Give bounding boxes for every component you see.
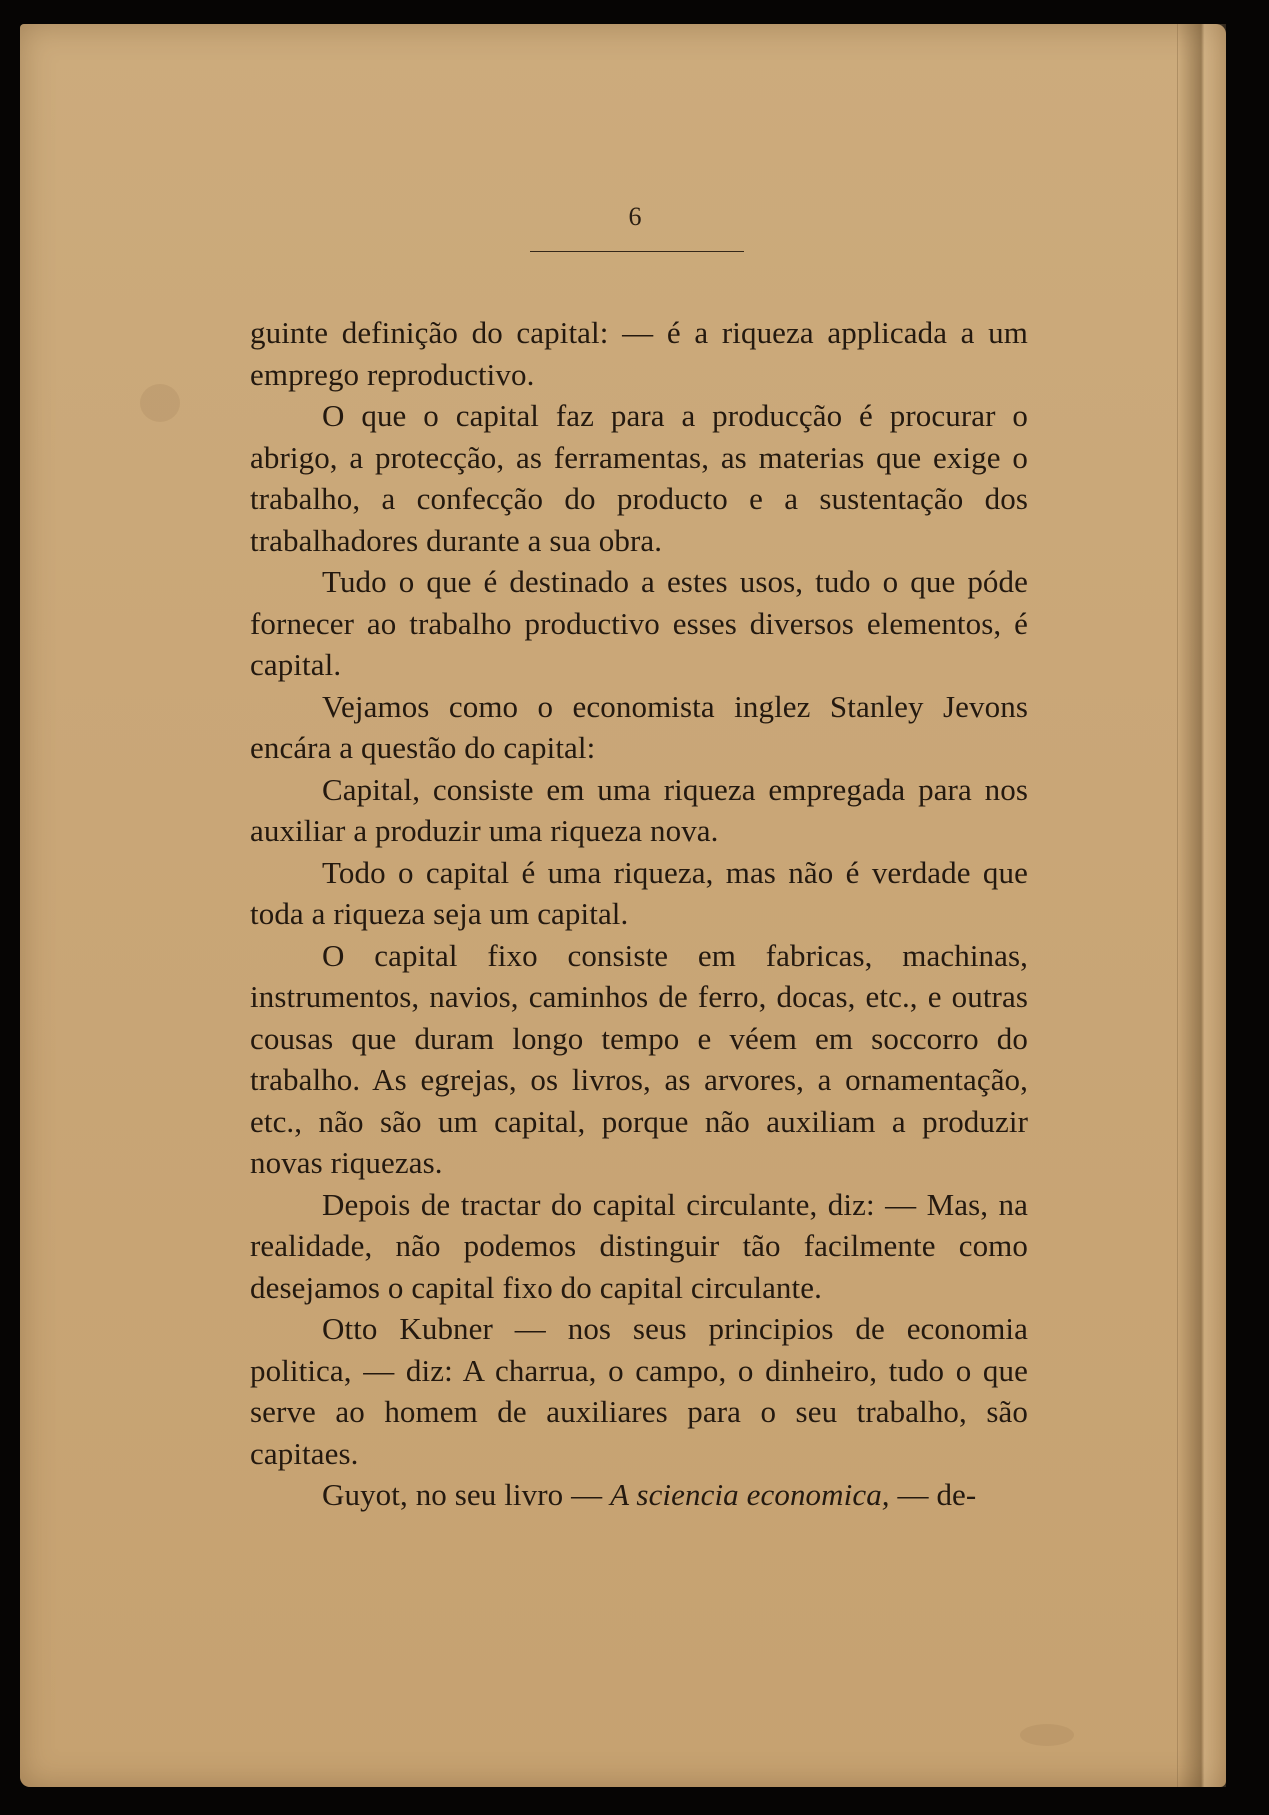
paragraph: O capital fixo consiste em fabricas, machinas, instrumentos, navios, caminhos de ferro, docas, etc., e outras cousas que duram longo tempo e véem em soccorro do trabalho. As egrejas, os livros, as arvores, a ornamentação, etc., não são um capital, porque não auxiliam a produzir novas riquezas.	[250, 937, 1028, 1180]
paragraph: Tudo o que é destinado a estes usos, tudo o que póde fornecer ao trabalho productivo esses diversos elementos, é capital.	[250, 564, 1028, 682]
quotation-paragraph: Capital, consiste em uma riqueza empregada para nos auxiliar a produzir uma riqueza nova.	[250, 771, 1028, 848]
paper-stain	[140, 384, 180, 422]
book-title: A sciencia economica,	[610, 1477, 890, 1512]
paragraph: Otto Kubner — nos seus principios de economia politica, — diz: A charrua, o campo, o dinheiro, tudo o que serve ao homem de auxiliares para o seu trabalho, são capitaes.	[250, 1311, 1028, 1471]
page-gutter-edge	[1177, 24, 1226, 1787]
paragraph: Depois de tractar do capital circulante, diz: — Mas, na realidade, não podemos distinguir tão facilmente como desejamos o capital fixo do capital circulante.	[250, 1186, 1028, 1305]
paragraph: Vejamos como o economista inglez Stanley Jevons encára a questão do capital:	[250, 688, 1028, 765]
paper-stain	[1020, 1724, 1074, 1746]
page-number: 6	[628, 202, 642, 231]
paragraph: guinte definição do capital: — é a riqueza applicada a um emprego reproductivo.	[250, 315, 1028, 392]
quotation-paragraph: Todo o capital é uma riqueza, mas não é verdade que toda a riqueza seja um capital.	[250, 854, 1028, 931]
paragraph: O que o capital faz para a producção é procurar o abrigo, a protecção, as ferramentas, as materias que exige o trabalho, a confecção do producto e a sustentação dos trabalhadores durante a sua obra.	[250, 398, 1028, 558]
text-run: — de-	[889, 1477, 977, 1512]
paragraph-continued	[250, 1474, 1028, 1516]
header-rule	[530, 251, 744, 252]
body-text	[250, 312, 1028, 1516]
text-run: Guyot, no seu livro —	[322, 1477, 611, 1512]
